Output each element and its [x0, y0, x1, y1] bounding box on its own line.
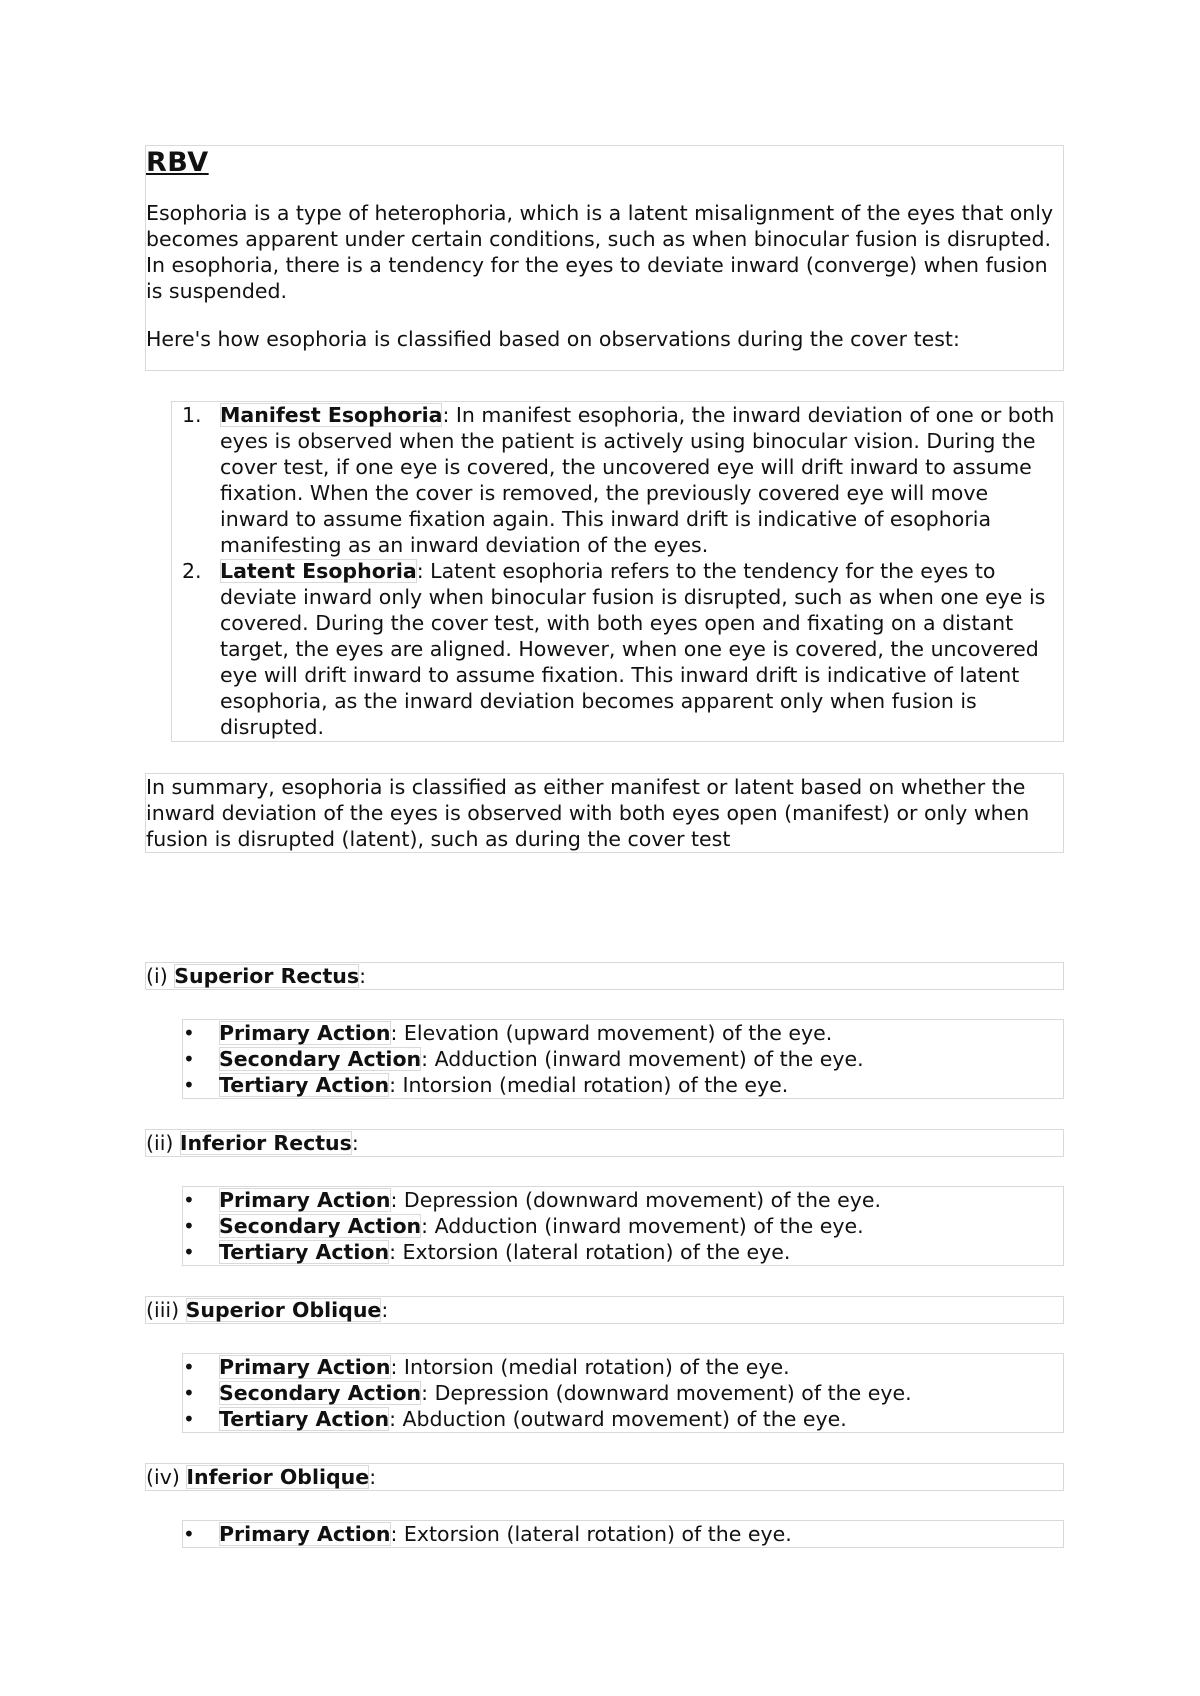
bullet: •: [183, 1355, 195, 1379]
action-text: : Elevation (upward movement) of the eye.: [390, 1021, 833, 1045]
classification-list: [171, 401, 1064, 742]
classification-text: : In manifest esophoria, the inward deviation of one or both eyes is observed when the patient is actively using binocular vision. During the cover test, if one eye is covered, the uncovered eye will drift inward to assume fixation. When the cover is removed, the previously covered eye will move inward to assume fixation again. This inward drift is indicative of esophoria manifesting as an inward deviation of the eyes.: [220, 403, 1055, 557]
list-item: [183, 1072, 1063, 1098]
action-text: : Depression (downward movement) of the eye.: [390, 1188, 881, 1212]
list-item: [172, 558, 1063, 740]
classification-text: : Latent esophoria refers to the tendency for the eyes to deviate inward only when binocular fusion is disrupted, such as when one eye is covered. During the cover test, with both eyes open and fixating on a distant target, the eyes are aligned. However, when one eye is covered, the uncovered eye will drift inward to assume fixation. This inward drift is indicative of latent esophoria, as the inward deviation becomes apparent only when fusion is disrupted.: [220, 559, 1046, 739]
list-item: [183, 1239, 1063, 1265]
action-label: Secondary Action: [219, 1047, 422, 1071]
list-item: [183, 1521, 1063, 1547]
muscle-name: Inferior Rectus: [179, 1131, 352, 1155]
list-item: [183, 1380, 1063, 1406]
action-label: Secondary Action: [219, 1381, 422, 1405]
muscle-prefix: (iii): [146, 1298, 186, 1322]
action-text: : Adduction (inward movement) of the eye.: [421, 1214, 864, 1238]
muscle-name: Superior Oblique: [185, 1298, 382, 1322]
classification-term: Manifest Esophoria: [220, 403, 443, 427]
muscle-heading: [145, 1296, 1064, 1324]
muscle-suffix: :: [351, 1131, 359, 1155]
list-item: [183, 1354, 1063, 1380]
action-text: : Intorsion (medial rotation) of the eye.: [390, 1355, 790, 1379]
action-label: Primary Action: [219, 1522, 391, 1546]
action-text: : Intorsion (medial rotation) of the eye.: [389, 1073, 789, 1097]
action-text: : Abduction (outward movement) of the eye.: [389, 1407, 847, 1431]
intro-paragraph: Esophoria is a type of heterophoria, which is a latent misalignment of the eyes that only becomes apparent under certain conditions, such as when binocular fusion is disrupted. In esophoria, there is a tendency for the eyes to deviate inward (converge) when fusion is suspended.: [146, 201, 1054, 303]
action-list: [182, 1186, 1064, 1266]
list-item: [183, 1213, 1063, 1239]
action-label: Tertiary Action: [219, 1240, 390, 1264]
summary-block: [145, 773, 1064, 853]
muscle-prefix: (iv): [146, 1465, 187, 1489]
bullet: •: [183, 1381, 195, 1405]
intro-block: [145, 145, 1064, 371]
classification-term: Latent Esophoria: [220, 559, 417, 583]
list-number: 2.: [182, 559, 202, 583]
muscle-name: Superior Rectus: [174, 964, 360, 988]
list-number: 1.: [182, 403, 202, 427]
list-item: [183, 1046, 1063, 1072]
bullet: •: [183, 1240, 195, 1264]
muscle-suffix: :: [381, 1298, 389, 1322]
bullet: •: [183, 1047, 195, 1071]
muscle-suffix: :: [369, 1465, 377, 1489]
action-text: : Depression (downward movement) of the eye.: [421, 1381, 912, 1405]
document-title: RBV: [146, 147, 209, 178]
action-label: Secondary Action: [219, 1214, 422, 1238]
muscle-suffix: :: [359, 964, 366, 988]
muscle-prefix: (ii): [146, 1131, 180, 1155]
summary-paragraph: In summary, esophoria is classified as either manifest or latent based on whether the inward deviation of the eyes is observed with both eyes open (manifest) or only when fusion is disrupted (latent), such as during the cover test: [146, 775, 1030, 851]
muscle-heading: [145, 1463, 1064, 1491]
action-list: [182, 1520, 1064, 1548]
action-text: : Extorsion (lateral rotation) of the eye.: [389, 1240, 791, 1264]
bullet: •: [183, 1073, 195, 1097]
list-item: [183, 1020, 1063, 1046]
bullet: •: [183, 1021, 195, 1045]
bullet: •: [183, 1407, 195, 1431]
action-label: Primary Action: [219, 1188, 391, 1212]
bullet: •: [183, 1214, 195, 1238]
action-text: : Adduction (inward movement) of the eye.: [421, 1047, 864, 1071]
muscle-heading: [145, 962, 1064, 990]
action-label: Tertiary Action: [219, 1073, 390, 1097]
list-item: [172, 402, 1063, 558]
bullet: •: [183, 1522, 195, 1546]
muscle-heading: [145, 1129, 1064, 1157]
action-label: Primary Action: [219, 1021, 391, 1045]
muscle-prefix: (i): [146, 964, 175, 988]
muscle-name: Inferior Oblique: [186, 1465, 370, 1489]
classification-lead: Here's how esophoria is classified based on observations during the cover test:: [146, 327, 960, 351]
action-text: : Extorsion (lateral rotation) of the eye.: [390, 1522, 792, 1546]
bullet: •: [183, 1188, 195, 1212]
list-item: [183, 1406, 1063, 1432]
action-list: [182, 1019, 1064, 1099]
action-label: Tertiary Action: [219, 1407, 390, 1431]
list-item: [183, 1187, 1063, 1213]
action-label: Primary Action: [219, 1355, 391, 1379]
action-list: [182, 1353, 1064, 1433]
